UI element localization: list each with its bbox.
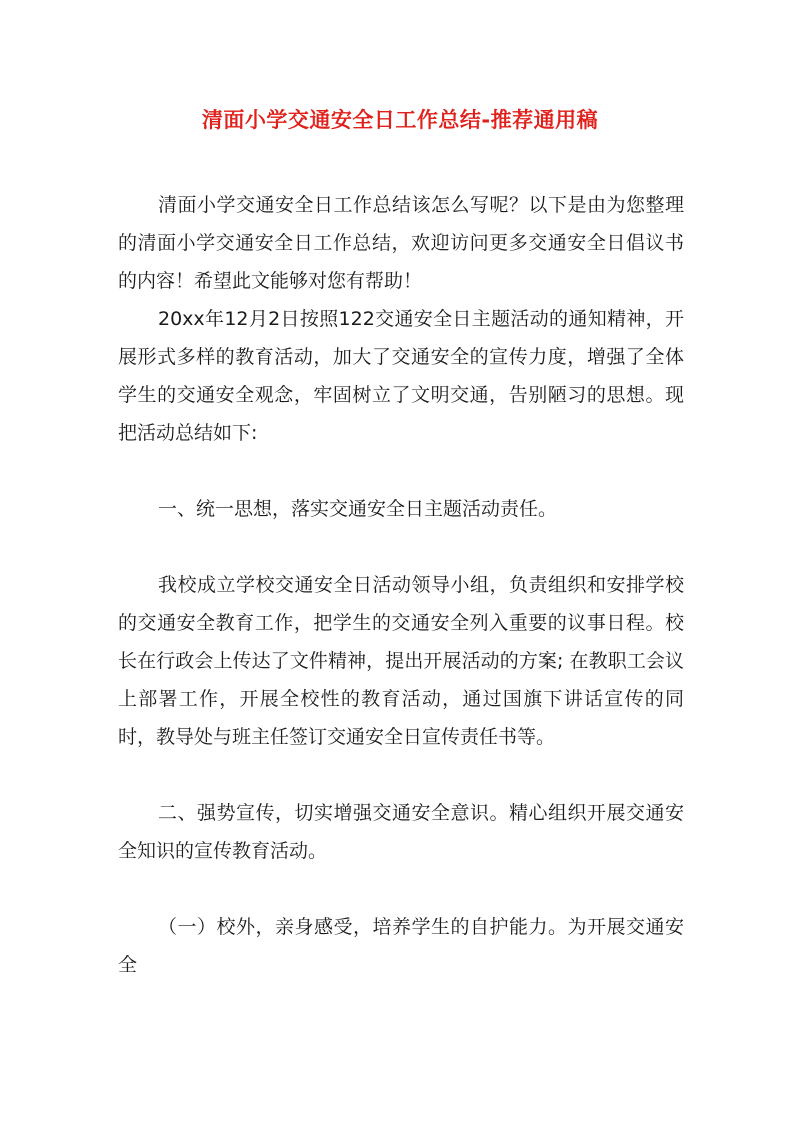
spacer [118,452,684,490]
spacer [118,528,684,566]
document-body [118,186,684,984]
section-heading-1: 一、统一思想，落实交通安全日主题活动责任。 [158,498,558,520]
spacer [118,870,684,908]
paragraph-1: 20xx年12月2日按照122交通安全日主题活动的通知精神，开展形式多样的教育活动，加大了交通安全的宣传力度，增强了全体学生的交通安全观念，牢固树立了文明交通，告别陋习的思想。现把活动总结如下: [118,308,684,444]
section-heading-2: 二、强势宣传，切实增强交通安全意识。精心组织开展交通安全知识的宣传教育活动。 [118,802,684,862]
spacer [118,756,684,794]
paragraph-2: 我校成立学校交通安全日活动领导小组，负责组织和安排学校的交通安全教育工作，把学生的交通安全列入重要的议事日程。校长在行政会上传达了文件精神，提出开展活动的方案; 在教职工会议上部署工作，开展全校性的教育活动，通过国旗下讲话宣传的同时，教导处与班主任签订交通安全日宣传责任书等。 [118,574,684,748]
document-title: 清面小学交通安全日工作总结-推荐通用稿 [201,108,599,132]
paragraph-3: （一）校外，亲身感受，培养学生的自护能力。为开展交通安全 [118,916,684,976]
intro-paragraph: 清面小学交通安全日工作总结该怎么写呢？以下是由为您整理的清面小学交通安全日工作总结，欢迎访问更多交通安全日倡议书的内容！希望此文能够对您有帮助！ [118,194,684,292]
